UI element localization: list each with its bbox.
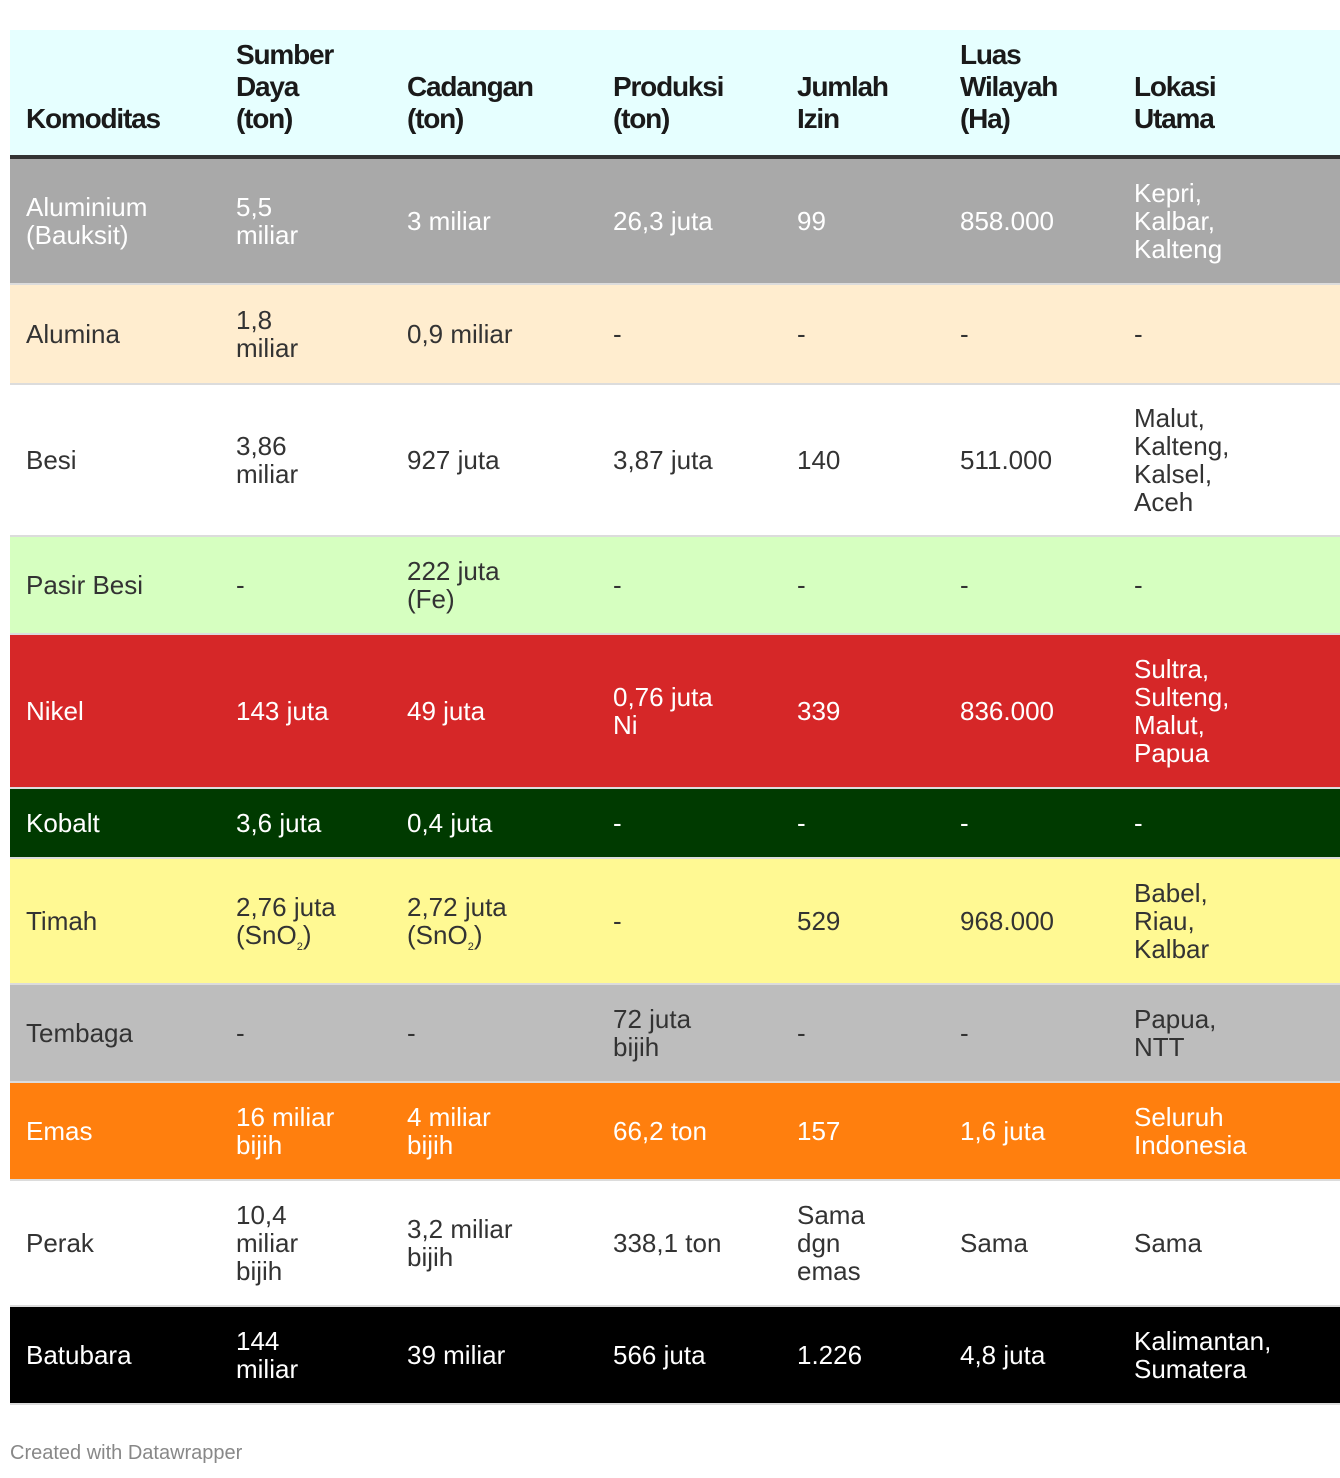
datawrapper-credit[interactable]: Created with Datawrapper (10, 1442, 243, 1464)
cell-sumber-daya: 16 miliar bijih (236, 1102, 335, 1160)
cell-produksi: - (613, 319, 622, 349)
cell-lokasi-utama: Kalimantan, Sumatera (1134, 1326, 1272, 1384)
cell-jumlah-izin: 529 (797, 906, 841, 936)
cell-produksi: 338,1 ton (613, 1228, 722, 1258)
column-header-luas-wilayah[interactable]: Luas Wilayah (Ha) (960, 39, 1058, 134)
cell-komoditas: Perak (26, 1228, 94, 1258)
column-header-jumlah-izin[interactable]: Jumlah Izin (797, 71, 888, 134)
table-row (10, 1082, 1340, 1180)
cell-sumber-daya: 3,86 miliar (236, 431, 299, 489)
cell-komoditas: Kobalt (26, 808, 100, 838)
cell-lokasi-utama: Malut, Kalteng, Kalsel, Aceh (1134, 403, 1230, 517)
cell-produksi: - (613, 570, 622, 600)
column-header-produksi[interactable]: Produksi (ton) (613, 71, 724, 134)
column-header-komoditas[interactable]: Komoditas (26, 103, 160, 134)
cell-sumber-daya: 10,4 miliar bijih (236, 1200, 299, 1286)
cell-luas-wilayah: 4,8 juta (960, 1340, 1046, 1370)
cell-komoditas: Pasir Besi (26, 570, 144, 600)
cell-komoditas: Aluminium (Bauksit) (26, 192, 148, 250)
cell-produksi: - (613, 906, 622, 936)
cell-produksi: 72 juta bijih (613, 1004, 692, 1062)
cell-lokasi-utama: Kepri, Kalbar, Kalteng (1134, 178, 1223, 264)
cell-jumlah-izin: - (797, 1018, 806, 1048)
cell-lokasi-utama: Papua, NTT (1134, 1004, 1217, 1062)
cell-sumber-daya: 144 miliar (236, 1326, 299, 1384)
cell-sumber-daya: 5,5 miliar (236, 192, 299, 250)
cell-produksi: 0,76 juta Ni (613, 682, 713, 740)
cell-produksi: 66,2 ton (613, 1116, 707, 1146)
cell-produksi: 3,87 juta (613, 445, 713, 475)
column-header-lokasi-utama[interactable]: Lokasi Utama (1134, 71, 1216, 134)
cell-sumber-daya: 143 juta (236, 696, 329, 726)
cell-komoditas: Tembaga (26, 1018, 133, 1048)
cell-komoditas: Alumina (26, 319, 120, 349)
cell-luas-wilayah: Sama (960, 1228, 1028, 1258)
table-row (10, 284, 1340, 384)
table-row (10, 1180, 1340, 1306)
table-row (10, 1306, 1340, 1404)
table-row (10, 858, 1340, 984)
cell-jumlah-izin: 140 (797, 445, 841, 475)
commodity-table (10, 30, 1340, 1405)
column-header-sumber-daya[interactable]: Sumber Daya (ton) (236, 39, 334, 134)
cell-sumber-daya: 1,8 miliar (236, 305, 299, 363)
cell-jumlah-izin: 339 (797, 696, 841, 726)
cell-lokasi-utama: - (1134, 570, 1143, 600)
cell-luas-wilayah: 1,6 juta (960, 1116, 1046, 1146)
cell-lokasi-utama: - (1134, 319, 1143, 349)
cell-lokasi-utama: Babel, Riau, Kalbar (1134, 878, 1210, 964)
cell-cadangan: 927 juta (407, 445, 500, 475)
cell-komoditas: Besi (26, 445, 77, 475)
cell-cadangan: 0,4 juta (407, 808, 493, 838)
column-header-cadangan[interactable]: Cadangan (ton) (407, 71, 533, 134)
cell-komoditas: Emas (26, 1116, 93, 1146)
cell-komoditas: Nikel (26, 696, 84, 726)
cell-sumber-daya: - (236, 1018, 245, 1048)
cell-luas-wilayah: 968.000 (960, 906, 1054, 936)
cell-cadangan: 39 miliar (407, 1340, 506, 1370)
cell-jumlah-izin: Sama dgn emas (797, 1200, 865, 1286)
cell-lokasi-utama: Sultra, Sulteng, Malut, Papua (1134, 654, 1230, 768)
cell-komoditas: Batubara (26, 1340, 132, 1370)
cell-cadangan: 2,72 juta (SnO$_2$) (407, 892, 507, 953)
cell-produksi: - (613, 808, 622, 838)
cell-cadangan: 3 miliar (407, 206, 491, 236)
cell-cadangan: 49 juta (407, 696, 486, 726)
cell-luas-wilayah: - (960, 319, 969, 349)
cell-cadangan: 222 juta (Fe) (407, 556, 500, 614)
cell-jumlah-izin: 99 (797, 206, 826, 236)
cell-produksi: 566 juta (613, 1340, 706, 1370)
table-row (10, 536, 1340, 634)
data-table-container[interactable] (10, 30, 1272, 1405)
cell-luas-wilayah: - (960, 1018, 969, 1048)
cell-lokasi-utama: - (1134, 808, 1143, 838)
table-row (10, 984, 1340, 1082)
cell-cadangan: 0,9 miliar (407, 319, 513, 349)
cell-komoditas: Timah (26, 906, 98, 936)
table-header-row (10, 30, 1340, 157)
cell-jumlah-izin: - (797, 319, 806, 349)
cell-luas-wilayah: - (960, 808, 969, 838)
table-row (10, 157, 1340, 284)
cell-lokasi-utama: Sama (1134, 1228, 1202, 1258)
cell-jumlah-izin: 157 (797, 1116, 841, 1146)
cell-lokasi-utama: Seluruh Indonesia (1134, 1102, 1247, 1160)
cell-luas-wilayah: 511.000 (960, 445, 1053, 475)
cell-produksi: 26,3 juta (613, 206, 713, 236)
cell-sumber-daya: 2,76 juta (SnO$_2$) (236, 892, 336, 953)
cell-sumber-daya: 3,6 juta (236, 808, 322, 838)
cell-cadangan: 3,2 miliar bijih (407, 1214, 513, 1272)
cell-luas-wilayah: 858.000 (960, 206, 1054, 236)
table-body (10, 157, 1340, 1404)
table-row (10, 788, 1340, 858)
cell-jumlah-izin: 1.226 (797, 1340, 863, 1370)
cell-jumlah-izin: - (797, 570, 806, 600)
cell-sumber-daya: - (236, 570, 245, 600)
table-row (10, 634, 1340, 788)
table-row (10, 384, 1340, 536)
cell-jumlah-izin: - (797, 808, 806, 838)
cell-cadangan: 4 miliar bijih (407, 1102, 491, 1160)
cell-cadangan: - (407, 1018, 416, 1048)
cell-luas-wilayah: 836.000 (960, 696, 1054, 726)
cell-luas-wilayah: - (960, 570, 969, 600)
